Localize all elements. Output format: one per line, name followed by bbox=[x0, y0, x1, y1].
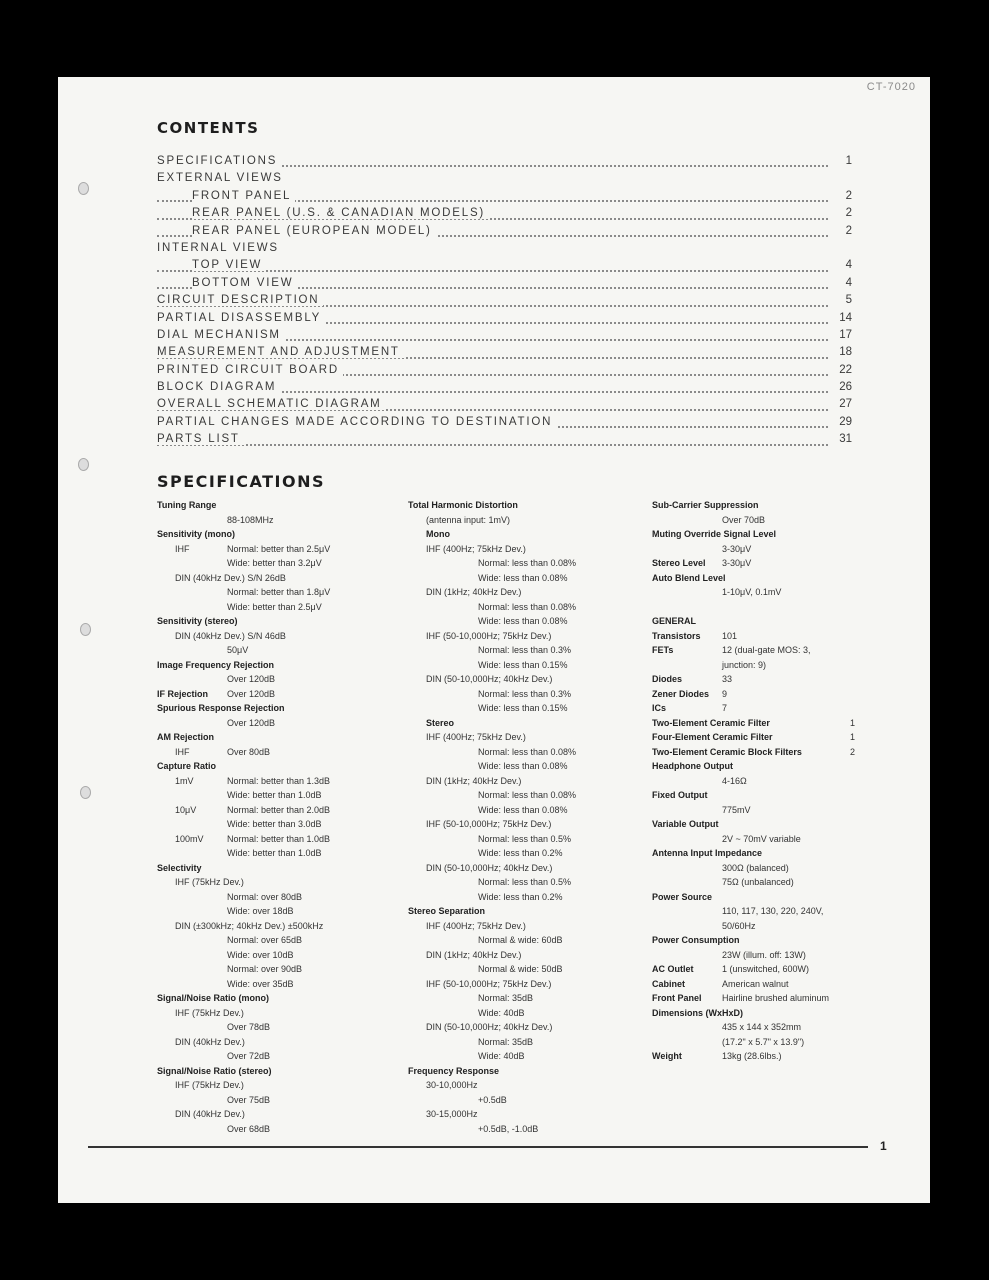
spec-value: 3-30μV bbox=[722, 543, 752, 554]
spec-value: 75Ω (unbalanced) bbox=[722, 877, 794, 887]
page-number: 1 bbox=[880, 1139, 887, 1153]
spec-value: Wide: less than 0.2% bbox=[478, 848, 563, 858]
toc-entry[interactable]: TOP VIEW 4 bbox=[157, 257, 852, 274]
spec-value: 775mV bbox=[722, 804, 751, 815]
spec-row: Two-Element Ceramic Filter 1 bbox=[652, 717, 856, 728]
toc-entry[interactable]: MEASUREMENT AND ADJUSTMENT 18 bbox=[157, 344, 852, 361]
spec-value: DIN (±300kHz; 40kHz Dev.) ±500kHz bbox=[175, 920, 324, 931]
spec-row bbox=[652, 600, 867, 615]
spec-value: 30-10,000Hz bbox=[426, 1080, 478, 1090]
toc-entry[interactable]: INTERNAL VIEWS bbox=[157, 240, 852, 257]
spec-label: Frequency Response bbox=[408, 1065, 500, 1076]
spec-label: Variable Output bbox=[652, 819, 719, 829]
spec-value: +0.5dB, -1.0dB bbox=[478, 1123, 539, 1134]
spec-value: 2V ~ 70mV variable bbox=[722, 833, 801, 844]
spec-value: Normal: over 65dB bbox=[227, 935, 303, 945]
spec-row: Stereo Level 3-30μV bbox=[652, 558, 752, 568]
spec-label: Sensitivity (stereo) bbox=[157, 616, 238, 626]
spec-value: Normal: less than 0.08% bbox=[478, 746, 577, 757]
toc-entry[interactable]: REAR PANEL (U.S. & CANADIAN MODELS) 2 bbox=[157, 205, 852, 222]
spec-value: (antenna input: 1mV) bbox=[426, 514, 511, 525]
toc-entry[interactable]: FRONT PANEL 2 bbox=[157, 188, 852, 205]
spec-row: Transistors 101 bbox=[652, 630, 738, 641]
spec-value: Normal: less than 0.08% bbox=[478, 601, 577, 612]
toc-entry[interactable]: SPECIFICATIONS 1 bbox=[157, 153, 852, 170]
spec-value: 88-108MHz bbox=[227, 514, 274, 525]
toc-entry[interactable]: PARTIAL DISASSEMBLY 14 bbox=[157, 310, 852, 327]
spec-label: Headphone Output bbox=[652, 761, 733, 771]
spec-value: Wide: better than 1.0dB bbox=[227, 790, 322, 800]
spec-value: Normal: less than 0.3% bbox=[478, 688, 572, 699]
spec-value: Wide: 40dB bbox=[478, 1007, 525, 1018]
spec-value: DIN (50-10,000Hz; 40kHz Dev.) bbox=[426, 862, 553, 873]
spec-value: DIN (40kHz Dev.) bbox=[175, 1109, 245, 1119]
spec-value: Normal: better than 1.8μV bbox=[227, 587, 331, 597]
spec-row: Front Panel Hairline brushed aluminum bbox=[652, 993, 830, 1003]
spec-value: Normal: less than 0.3% bbox=[478, 645, 572, 655]
spec-label: Dimensions (WxHxD) bbox=[652, 1007, 744, 1018]
spec-row: 1mV Normal: better than 1.3dB bbox=[175, 775, 331, 786]
spec-row: Zener Diodes 9 bbox=[652, 688, 728, 699]
spec-value: Wide: less than 0.15% bbox=[478, 659, 568, 670]
spec-value: Normal: over 80dB bbox=[227, 891, 303, 902]
spec-value: Wide: over 35dB bbox=[227, 978, 294, 989]
spec-value: Normal: less than 0.5% bbox=[478, 833, 572, 844]
spec-column-1 bbox=[157, 498, 392, 1136]
spec-label: Sub-Carrier Suppression bbox=[652, 500, 759, 510]
spec-value: Over 75dB bbox=[227, 1094, 271, 1105]
spec-value: Normal: 35dB bbox=[478, 1036, 534, 1047]
spec-value: Normal: less than 0.08% bbox=[478, 558, 577, 568]
spec-value: Wide: over 18dB bbox=[227, 906, 294, 916]
spec-label: Mono bbox=[426, 529, 450, 539]
spec-label: Fixed Output bbox=[652, 790, 708, 800]
spec-value: DIN (1kHz; 40kHz Dev.) bbox=[426, 587, 522, 597]
spec-value: Wide: better than 1.0dB bbox=[227, 848, 322, 858]
spec-value: 23W (illum. off: 13W) bbox=[722, 949, 806, 960]
contents-heading: CONTENTS bbox=[157, 119, 260, 137]
spec-row: Cabinet American walnut bbox=[652, 978, 789, 989]
spec-label: Auto Blend Level bbox=[652, 572, 726, 583]
spec-value: Over 70dB bbox=[722, 514, 766, 525]
spec-value: +0.5dB bbox=[478, 1094, 507, 1105]
spec-value: Wide: better than 3.2μV bbox=[227, 558, 322, 568]
spec-row: Four-Element Ceramic Filter 1 bbox=[652, 732, 856, 742]
spec-label: Selectivity bbox=[157, 862, 202, 873]
spec-value: IHF (50-10,000Hz; 75kHz Dev.) bbox=[426, 978, 552, 989]
spec-label: AM Rejection bbox=[157, 732, 215, 742]
spec-row: IHF Over 80dB bbox=[175, 746, 271, 757]
toc-entry[interactable]: CIRCUIT DESCRIPTION 5 bbox=[157, 292, 852, 309]
spec-value: Over 78dB bbox=[227, 1022, 271, 1032]
spec-value: Wide: less than 0.2% bbox=[478, 891, 563, 902]
spec-value: Wide: better than 3.0dB bbox=[227, 819, 322, 829]
toc-entry[interactable]: EXTERNAL VIEWS bbox=[157, 170, 852, 187]
spec-value: DIN (40kHz Dev.) S/N 46dB bbox=[175, 630, 286, 641]
spec-value: Normal & wide: 50dB bbox=[478, 964, 563, 974]
spec-label: Power Source bbox=[652, 891, 713, 902]
spec-label: Muting Override Signal Level bbox=[652, 529, 777, 539]
spec-row: Weight 13kg (28.6lbs.) bbox=[652, 1051, 782, 1061]
spec-value: DIN (1kHz; 40kHz Dev.) bbox=[426, 949, 522, 960]
spec-value: Wide: better than 2.5μV bbox=[227, 601, 322, 612]
spec-label: Signal/Noise Ratio (stereo) bbox=[157, 1065, 272, 1076]
punch-hole bbox=[80, 786, 91, 799]
spec-value: Wide: less than 0.08% bbox=[478, 616, 568, 626]
spec-row: AC Outlet 1 (unswitched, 600W) bbox=[652, 964, 810, 974]
spec-value: 110, 117, 130, 220, 240V, bbox=[722, 906, 824, 916]
spec-value: IHF (400Hz; 75kHz Dev.) bbox=[426, 732, 526, 742]
spec-value: DIN (1kHz; 40kHz Dev.) bbox=[426, 775, 522, 786]
spec-column-3 bbox=[652, 498, 867, 1064]
spec-label: Spurious Response Rejection bbox=[157, 703, 285, 713]
spec-row: Two-Element Ceramic Block Filters 2 bbox=[652, 746, 856, 757]
spec-row: Diodes 33 bbox=[652, 674, 733, 684]
spec-value: IHF (75kHz Dev.) bbox=[175, 877, 244, 887]
toc-entry[interactable]: PARTS LIST 31 bbox=[157, 431, 852, 448]
spec-label: Signal/Noise Ratio (mono) bbox=[157, 993, 270, 1003]
spec-value: IHF (50-10,000Hz; 75kHz Dev.) bbox=[426, 630, 552, 641]
spec-label: GENERAL bbox=[652, 616, 697, 626]
spec-label: Tuning Range bbox=[157, 500, 217, 510]
spec-column-2 bbox=[408, 498, 643, 1136]
spec-value: Normal: 35dB bbox=[478, 993, 534, 1003]
spec-value: 4-16Ω bbox=[722, 775, 747, 786]
spec-row: 10μV Normal: better than 2.0dB bbox=[175, 804, 331, 815]
spec-row: IF Rejection Over 120dB bbox=[157, 688, 276, 699]
spec-value: Over 120dB bbox=[227, 674, 276, 684]
spec-value: Over 68dB bbox=[227, 1123, 271, 1134]
manual-page bbox=[58, 77, 930, 1203]
toc-entry[interactable]: DIAL MECHANISM 17 bbox=[157, 327, 852, 344]
spec-value: IHF (400Hz; 75kHz Dev.) bbox=[426, 920, 526, 931]
spec-value: Wide: 40dB bbox=[478, 1051, 525, 1061]
spec-value: 30-15,000Hz bbox=[426, 1109, 478, 1119]
toc-entry[interactable]: REAR PANEL (EUROPEAN MODEL) 2 bbox=[157, 223, 852, 240]
spec-value: 435 x 144 x 352mm bbox=[722, 1022, 802, 1032]
specifications-heading: SPECIFICATIONS bbox=[157, 472, 326, 491]
footer-rule bbox=[88, 1146, 868, 1148]
spec-label: Stereo Separation bbox=[408, 906, 486, 916]
spec-label: Power Consumption bbox=[652, 935, 740, 945]
spec-value: Wide: over 10dB bbox=[227, 949, 294, 960]
spec-label: Capture Ratio bbox=[157, 761, 217, 771]
spec-value: DIN (40kHz Dev.) bbox=[175, 1036, 245, 1047]
toc-entry[interactable]: BOTTOM VIEW 4 bbox=[157, 275, 852, 292]
spec-label: Antenna Input Impedance bbox=[652, 848, 763, 858]
spec-label: Stereo bbox=[426, 717, 455, 728]
spec-value: IHF (50-10,000Hz; 75kHz Dev.) bbox=[426, 819, 552, 829]
spec-value: Over 120dB bbox=[227, 717, 276, 728]
spec-value: Wide: less than 0.08% bbox=[478, 761, 568, 771]
toc-entry[interactable]: BLOCK DIAGRAM 26 bbox=[157, 379, 852, 396]
spec-value: DIN (50-10,000Hz; 40kHz Dev.) bbox=[426, 1022, 553, 1032]
punch-hole bbox=[80, 623, 91, 636]
spec-value: IHF (75kHz Dev.) bbox=[175, 1007, 244, 1018]
toc-entry[interactable]: OVERALL SCHEMATIC DIAGRAM 27 bbox=[157, 396, 852, 413]
spec-value: Normal & wide: 60dB bbox=[478, 935, 563, 945]
toc-entry[interactable]: PARTIAL CHANGES MADE ACCORDING TO DESTINATION 29 bbox=[157, 414, 852, 431]
spec-value: 300Ω (balanced) bbox=[722, 862, 789, 873]
spec-value: Over 72dB bbox=[227, 1051, 271, 1061]
model-number: CT-7020 bbox=[866, 81, 916, 93]
spec-row: FETs 12 (dual-gate MOS: 3, bbox=[652, 645, 811, 655]
spec-value: (17.2" x 5.7" x 13.9") bbox=[722, 1036, 805, 1047]
spec-value: 50μV bbox=[227, 645, 249, 655]
spec-value: Wide: less than 0.15% bbox=[478, 703, 568, 713]
spec-value: 1-10μV, 0.1mV bbox=[722, 587, 782, 597]
spec-value: junction: 9) bbox=[722, 659, 767, 670]
spec-label: Sensitivity (mono) bbox=[157, 529, 236, 539]
toc-entry[interactable]: PRINTED CIRCUIT BOARD 22 bbox=[157, 362, 852, 379]
spec-row: IHF Normal: better than 2.5μV bbox=[175, 543, 331, 554]
spec-value: Wide: less than 0.08% bbox=[478, 572, 568, 583]
spec-value: Normal: less than 0.5% bbox=[478, 877, 572, 887]
punch-hole bbox=[78, 182, 89, 195]
spec-row: ICs 7 bbox=[652, 703, 728, 713]
spec-value: DIN (50-10,000Hz; 40kHz Dev.) bbox=[426, 674, 553, 684]
spec-value: IHF (400Hz; 75kHz Dev.) bbox=[426, 543, 526, 554]
spec-value: DIN (40kHz Dev.) S/N 26dB bbox=[175, 572, 286, 583]
spec-value: Normal: less than 0.08% bbox=[478, 790, 577, 800]
spec-value: Normal: over 90dB bbox=[227, 964, 303, 974]
spec-row: 100mV Normal: better than 1.0dB bbox=[175, 833, 331, 844]
spec-label: Image Frequency Rejection bbox=[157, 659, 275, 670]
spec-value: Wide: less than 0.08% bbox=[478, 804, 568, 815]
punch-hole bbox=[78, 458, 89, 471]
table-of-contents bbox=[157, 153, 852, 449]
spec-value: IHF (75kHz Dev.) bbox=[175, 1080, 244, 1090]
spec-value: 50/60Hz bbox=[722, 920, 756, 931]
spec-label: Total Harmonic Distortion bbox=[408, 500, 518, 510]
